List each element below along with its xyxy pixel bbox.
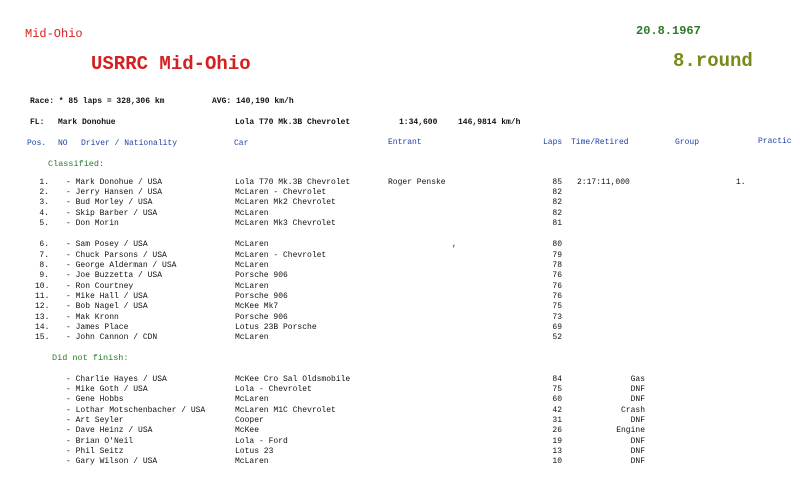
table-row [0, 209, 800, 219]
table-row [0, 240, 800, 250]
row-car: McKee Cro Sal Oldsmobile [235, 375, 351, 384]
column-header-car: Car [234, 139, 249, 148]
column-header-laps: Laps [543, 138, 563, 147]
round-label: 8.round [673, 50, 753, 72]
row-driver: - Charlie Hayes / USA [66, 375, 167, 384]
row-driver: - Bob Nagel / USA [66, 302, 148, 311]
row-laps: 85 [552, 178, 562, 187]
row-car: Lotus 23B Porsche [235, 323, 317, 332]
page-title: USRRC Mid-Ohio [91, 53, 251, 75]
table-row [0, 406, 800, 416]
row-car: McLaren [235, 240, 269, 249]
table-row [0, 416, 800, 426]
column-header-time: Time/Retired [571, 138, 629, 147]
column-header-pos: Pos. [27, 139, 47, 148]
section-classified-label: Classified: [48, 159, 105, 169]
row-driver: - Joe Buzzetta / USA [66, 271, 163, 280]
row-laps: 69 [552, 323, 562, 332]
row-car: McLaren [235, 209, 269, 218]
column-header-entrant: Entrant [388, 138, 422, 147]
table-row [0, 271, 800, 281]
row-status: DNF [630, 416, 645, 425]
row-driver: - Chuck Parsons / USA [66, 251, 167, 260]
row-car: Porsche 906 [235, 313, 288, 322]
row-car: McLaren [235, 333, 269, 342]
row-position: 7. [39, 251, 49, 260]
race-average-speed: AVG: 140,190 km/h [212, 97, 294, 106]
row-driver: - John Cannon / CDN [66, 333, 158, 342]
race-distance: Race: * 85 laps = 328,306 km [30, 97, 165, 106]
table-row [0, 251, 800, 261]
row-position: 2. [39, 188, 49, 197]
row-laps: 76 [552, 282, 562, 291]
row-driver: - Art Seyler [66, 416, 124, 425]
row-car: McKee Mk7 [235, 302, 279, 311]
row-driver: - Sam Posey / USA [66, 240, 148, 249]
row-driver: - Dave Heinz / USA [66, 426, 153, 435]
column-header-driver: Driver / Nationality [81, 139, 178, 148]
row-laps: 76 [552, 271, 562, 280]
section-dnf-label: Did not finish: [52, 353, 129, 363]
row-car: McLaren M1C Chevrolet [235, 406, 336, 415]
row-car: McLaren [235, 457, 269, 466]
table-row [0, 323, 800, 333]
table-row [0, 188, 800, 198]
row-car: Porsche 906 [235, 271, 288, 280]
row-position: 3. [39, 198, 49, 207]
row-laps: 60 [552, 395, 562, 404]
table-row [0, 313, 800, 323]
table-row [0, 178, 800, 188]
row-driver: - George Alderman / USA [66, 261, 177, 270]
row-position: 4. [39, 209, 49, 218]
fastest-lap-time: 1:34,600 [399, 118, 438, 127]
row-driver: - Lothar Motschenbacher / USA [66, 406, 206, 415]
row-laps: 42 [552, 406, 562, 415]
row-status: DNF [630, 447, 645, 456]
race-date: 20.8.1967 [636, 24, 701, 38]
row-position: 10. [35, 282, 50, 291]
table-row [0, 292, 800, 302]
row-laps: 82 [552, 198, 562, 207]
row-driver: - Bud Morley / USA [66, 198, 153, 207]
row-laps: 10 [552, 457, 562, 466]
row-laps: 82 [552, 209, 562, 218]
row-laps: 52 [552, 333, 562, 342]
row-position: 12. [35, 302, 50, 311]
table-row [0, 447, 800, 457]
row-position: 8. [39, 261, 49, 270]
venue-label: Mid-Ohio [25, 27, 83, 41]
row-laps: 75 [552, 385, 562, 394]
row-car: McLaren - Chevrolet [235, 188, 327, 197]
row-car: McLaren [235, 282, 269, 291]
row-car: Lotus 23 [235, 447, 274, 456]
column-header-practice: Practic [758, 137, 792, 146]
column-header-group: Group [675, 138, 700, 147]
fastest-lap-car: Lola T70 Mk.3B Chevrolet [235, 118, 351, 127]
row-position: 9. [39, 271, 49, 280]
row-laps: 82 [552, 188, 562, 197]
table-row [0, 198, 800, 208]
row-position: 5. [39, 219, 49, 228]
fastest-lap-label: FL: [30, 118, 45, 127]
row-laps: 75 [552, 302, 562, 311]
row-laps: 81 [552, 219, 562, 228]
row-driver: - Mike Hall / USA [66, 292, 148, 301]
table-row [0, 457, 800, 467]
row-driver: - Mark Donohue / USA [66, 178, 163, 187]
row-position: 1. [39, 178, 49, 187]
table-row [0, 219, 800, 229]
row-position: 15. [35, 333, 50, 342]
table-row [0, 261, 800, 271]
row-position: 13. [35, 313, 50, 322]
row-laps: 19 [552, 437, 562, 446]
row-entrant: Roger Penske [388, 178, 446, 187]
row-practice: 1. [736, 178, 746, 187]
fastest-lap-speed: 146,9814 km/h [458, 118, 521, 127]
row-laps: 76 [552, 292, 562, 301]
row-laps: 13 [552, 447, 562, 456]
row-laps: 26 [552, 426, 562, 435]
row-car: Lola T70 Mk.3B Chevrolet [235, 178, 351, 187]
row-laps: 84 [552, 375, 562, 384]
row-car: Porsche 906 [235, 292, 288, 301]
row-status: Crash [620, 406, 645, 415]
row-driver: - Jerry Hansen / USA [66, 188, 163, 197]
row-laps: 80 [552, 240, 562, 249]
row-status: DNF [630, 385, 645, 394]
table-row [0, 437, 800, 447]
row-car: McLaren - Chevrolet [235, 251, 327, 260]
row-status: DNF [630, 395, 645, 404]
row-car: McLaren Mk3 Chevrolet [235, 219, 336, 228]
row-driver: - Gene Hobbs [66, 395, 124, 404]
row-car: Cooper [235, 416, 264, 425]
row-status: Engine [616, 426, 645, 435]
row-car: McLaren [235, 261, 269, 270]
row-position: 11. [35, 292, 50, 301]
table-row [0, 395, 800, 405]
row-driver: - Mak Kronn [66, 313, 119, 322]
table-row [0, 333, 800, 343]
row-car: McKee [235, 426, 260, 435]
table-row [0, 375, 800, 385]
row-driver: - Gary Wilson / USA [66, 457, 158, 466]
row-laps: 79 [552, 251, 562, 260]
row-time: 2:17:11,000 [577, 178, 630, 187]
row-driver: - James Place [66, 323, 129, 332]
row-driver: - Ron Courtney [66, 282, 134, 291]
table-row [0, 385, 800, 395]
row-car: Lola - Ford [235, 437, 288, 446]
row-car: McLaren Mk2 Chevrolet [235, 198, 336, 207]
row-car: Lola - Chevrolet [235, 385, 312, 394]
row-status: DNF [630, 437, 645, 446]
table-row [0, 426, 800, 436]
row-car: McLaren [235, 395, 269, 404]
table-row [0, 282, 800, 292]
row-laps: 31 [552, 416, 562, 425]
row-driver: - Don Morin [66, 219, 119, 228]
row-entrant: , [452, 240, 457, 249]
row-driver: - Phil Seitz [66, 447, 124, 456]
row-driver: - Skip Barber / USA [66, 209, 158, 218]
table-row [0, 302, 800, 312]
column-header-no: NO [58, 139, 68, 148]
row-laps: 78 [552, 261, 562, 270]
row-status: DNF [630, 457, 645, 466]
row-position: 14. [35, 323, 50, 332]
row-laps: 73 [552, 313, 562, 322]
fastest-lap-driver: Mark Donohue [58, 118, 116, 127]
row-position: 6. [39, 240, 49, 249]
row-driver: - Brian O'Neil [66, 437, 134, 446]
row-status: Gas [630, 375, 645, 384]
row-driver: - Mike Goth / USA [66, 385, 148, 394]
